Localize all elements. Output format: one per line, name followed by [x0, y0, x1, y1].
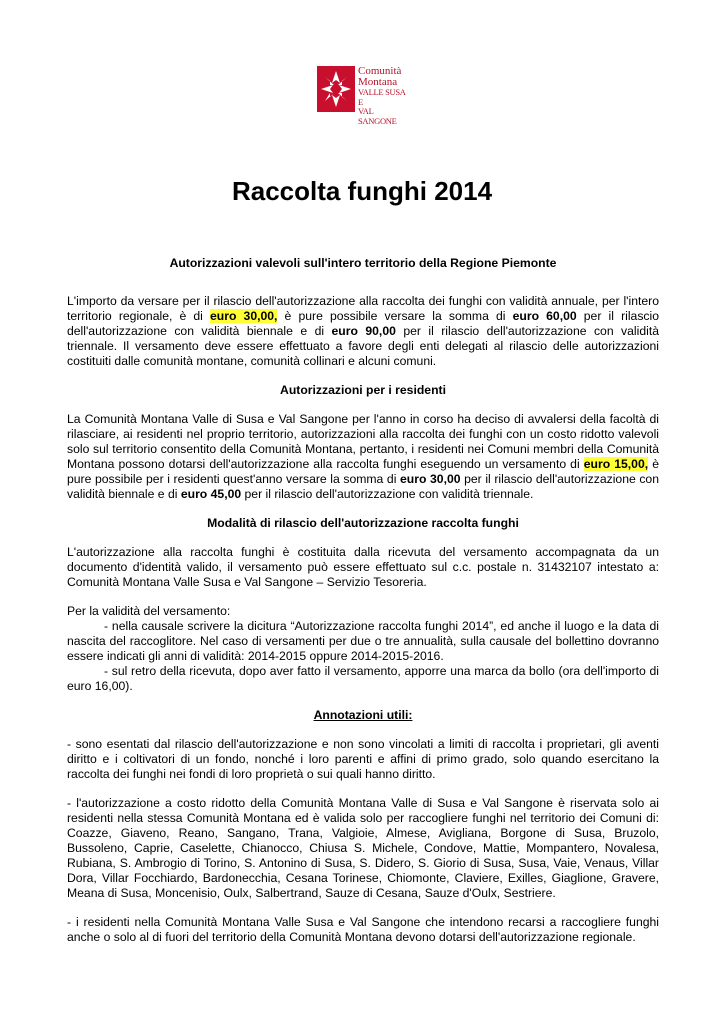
highlighted-amount: euro 30,00, [210, 309, 278, 323]
paragraph-issuance: L'autorizzazione alla raccolta funghi è costituita dalla ricevuta del versamento accompagnata da un documento d'identità valido, il versamento può essere effettuato sul c.c. postale n. 31432107 intestato a: Comunità Montana Valle Susa e Val Sangone – Servizio Tesoreria. [67, 545, 659, 589]
paragraph-validity-item-1 [67, 619, 659, 664]
text-fragment: per il rilascio dell'autorizzazione con validità triennale. [241, 487, 534, 501]
text-fragment: per il rilascio dell'autorizzazione con validità biennale e di [67, 309, 659, 338]
bold-amount: euro 45,00 [180, 487, 242, 501]
paragraph-regional-fees [67, 294, 659, 369]
logo-line-1: Comunità [358, 65, 402, 77]
bold-amount: euro 60,00 [512, 309, 577, 323]
highlighted-amount: euro 15,00, [583, 457, 649, 471]
text-fragment: L'importo da versare per il rilascio dell'autorizzazione alla raccolta dei funghi con validità annuale, per l'intero territorio regionale, è di [67, 294, 659, 323]
section-heading-regional: Autorizzazioni valevoli sull'intero territorio della Regione Piemonte [169, 256, 557, 270]
section-heading-notes: Annotazioni utili: [313, 708, 413, 722]
indented-text: - sul retro della ricevuta, dopo aver fatto il versamento, apporre una marca da bollo (ora dell'importo di euro 16,00). [67, 664, 659, 693]
paragraph-validity-intro: Per la validità del versamento: [67, 604, 231, 618]
section-heading-residents: Autorizzazioni per i residenti [280, 383, 446, 397]
paragraph-note-exemptions: - sono esentati dal rilascio dell'autorizzazione e non sono vincolati a limiti di raccolta i proprietari, gli aventi diritto e i coltivatori di un fondo, nonché i loro parenti e affini di primo grado, solo quando esercitano la raccolta dei funghi nei fondi di loro proprietà o sui quali hanno diritto. [67, 737, 659, 781]
page-title: Raccolta funghi 2014 [231, 176, 493, 206]
cross-emblem-icon [317, 66, 355, 112]
text-fragment: per il rilascio dell'autorizzazione con validità triennale. Il versamento deve essere effettuato a favore degli enti delegati al rilascio delle autorizzazioni costituiti dalle comunità montane, comunità collinari e alcuni comuni. [67, 324, 659, 368]
indented-text: - nella causale scrivere la dicitura “Autorizzazione raccolta funghi 2014”, ed anche il luogo e la data di nascita del raccoglitore. Nel caso di versamenti per due o tre annualità, sulla causale del bollettino dovranno essere indicati gli anni di validità: 2014-2015 oppure 2014-2015-2016. [67, 619, 659, 663]
paragraph-note-regional: - i residenti nella Comunità Montana Valle Susa e Val Sangone che intendono recarsi a raccogliere funghi anche o solo al di fuori del territorio della Comunità Montana devono dotarsi dell'autorizzazione regionale. [67, 915, 659, 944]
text-fragment: è pure possibile versare la somma di [277, 309, 513, 323]
paragraph-resident-fees [67, 412, 659, 502]
section-heading-issuance: Modalità di rilascio dell'autorizzazione raccolta funghi [207, 516, 519, 530]
paragraph-validity-item-2 [67, 664, 659, 694]
text-fragment: è pure possibile per i residenti quest'anno versare la somma di [67, 457, 659, 486]
document-body [67, 256, 659, 945]
logo-line-4: VAL SANGONE [358, 106, 397, 126]
text-fragment: La Comunità Montana Valle di Susa e Val Sangone per l'anno in corso ha deciso di avvalersi della facoltà di rilasciare, ai residenti nel proprio territorio, autorizzazioni alla raccolta dei funghi con un costo ridotto valevoli solo sul territorio consentito della Comunità Montana, pertanto, i residenti nei Comuni membri della Comunità Montana possono dotarsi dell'autorizzazione alla raccolta funghi eseguendo un versamento di [67, 412, 659, 471]
bold-amount: euro 90,00 [331, 324, 396, 338]
bold-amount: euro 30,00 [400, 472, 461, 486]
community-logo [317, 65, 409, 126]
logo-wordmark [358, 66, 409, 126]
paragraph-note-municipalities: - l'autorizzazione a costo ridotto della Comunità Montana Valle di Susa e Val Sangone è riservata solo ai residenti nella stessa Comunità Montana ed è valida solo per raccogliere funghi nel territorio dei Comuni di: Coazze, Giaveno, Reano, Sangano, Trana, Valgioie, Almese, Avigliana, Borgone di Susa, Bruzolo, Bussoleno, Caprie, Caselette, Chianocco, Chiusa S. Michele, Condove, Mattie, Mompantero, Novalesa, Rubiana, S. Ambrogio di Torino, S. Antonino di Susa, S. Didero, S. Giorio di Susa, Susa, Vaie, Venaus, Villar Dora, Villar Focchiardo, Bardonecchia, Cesana Torinese, Chiomonte, Claviere, Exilles, Giaglione, Gravere, Meana di Susa, Moncenisio, Oulx, Salbertrand, Sauze di Cesana, Sauze d'Oulx, Sestriere. [67, 796, 659, 900]
text-fragment: per il rilascio dell'autorizzazione con validità biennale e di [67, 472, 659, 501]
logo-line-3: VALLE SUSA E [358, 87, 406, 107]
logo-line-2: Montana [358, 76, 398, 88]
